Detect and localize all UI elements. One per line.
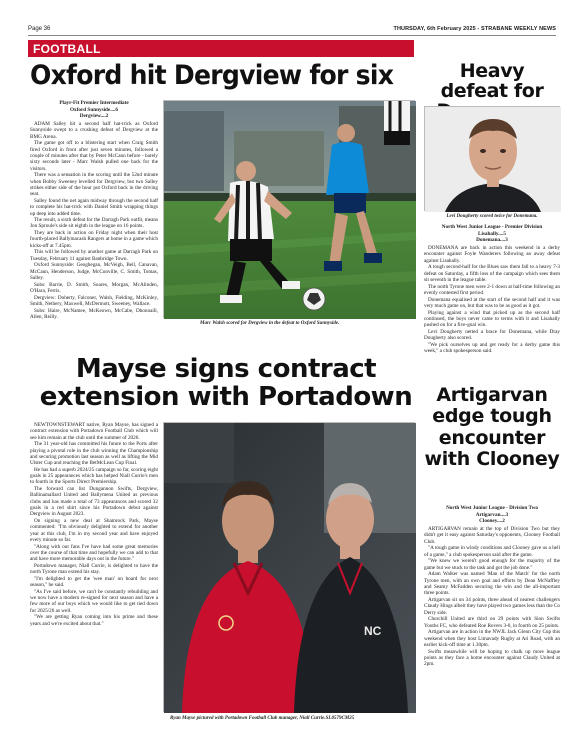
donemana-article: [424, 224, 560, 355]
oxford-headline: Oxford hit Dergview for six: [30, 60, 394, 91]
oxford-paragraph: Salley found the net again midway through the second half to complete his hat-trick with Daniel Smith wrapping things up deep into added time.: [30, 197, 158, 217]
artigarvan-paragraph: Swifts meanwhile will be hoping to chalk up more league points as they face a home encounter against Claudy United at 2pm.: [424, 648, 560, 668]
donemana-score-1: Lisahally....5: [478, 230, 506, 237]
football-match-image: [164, 101, 416, 319]
mayse-photo-caption: Ryan Mayse pictured with Portadown Football Club manager, Niall Currie.SL0579CM25: [170, 716, 355, 721]
mayse-paragraph: "We are getting Ryan coming into his prime and these years and we're excited about that.": [30, 614, 158, 627]
artigarvan-paragraph: Churchill United are third on 29 points with Sion Swifts Youths FC, who defeated Roe Rovers 3-0, in fourth on 25 points.: [424, 616, 560, 629]
oxford-kicker: Playr-Fit Premier Intermediate: [59, 100, 129, 106]
artigarvan-score-2: Clooney....2: [479, 518, 505, 525]
svg-text:NC: NC: [364, 624, 382, 638]
page-number: Page 36: [28, 26, 51, 32]
mayse-paragraph: The forward can list Dungannon Swifts, Dergview, Ballinamallard United and Ballymena United as previous clubs and has made a total of 73 appearances and scored 32 goals in a red shirt since his Portadown debut against Dergview in August 2023.: [30, 486, 158, 518]
artigarvan-paragraph: Adam Walker was named 'Man of the Match' for the north Tyrone men, with an own goal and efforts by Dean McNaffley and Seamy McFadden securing the win and the all-important three points.: [424, 571, 560, 597]
donemana-headline: Heavy defeat for: [440, 60, 544, 102]
oxford-paragraph: Subs: Barrie, D. Smith, Soares, Morgan, McAlinden, O'Hara, Ferris.: [30, 281, 158, 295]
mayse-paragraph: On signing a new deal at Shamrock Park, Mayse commented: "I'm obviously delighted to extend for another year at this club, I'm in my second year and have enjoyed every minute so far.: [30, 518, 158, 543]
mayse-photo: [163, 422, 415, 712]
oxford-paragraph: This will be followed by another game at Darragh Park on Tuesday, February 11 against Banbridge Town.: [30, 249, 158, 262]
donemana-paragraph: Donemana equalised at the start of the second half and it was very much game on, but that was to be as good as it got.: [424, 296, 560, 310]
artigarvan-headline: Artigarvan edge tough encounter with Clooney: [424, 384, 560, 470]
player-portrait-image: [425, 107, 561, 212]
oxford-paragraph: The game got off to a blistering start when Craig Smith fired Oxford in front after just seven minutes, followed a couple of minutes after that by Peter McCann before - barely sixty seconds later - Marc Walsh pulled one back for the visitors.: [30, 140, 158, 172]
oxford-paragraph: The result, a sixth defeat for the Darragh Park outfit, means Jon Sproule's side sit eighth in the league on 16 points.: [30, 217, 158, 230]
donemana-paragraph: DONEMANA are back in action this weekend in a derby encounter against Foyle Wanderers following an away defeat against Lisahally.: [424, 245, 560, 264]
donemana-paragraph: Playing against a wind that picked up as the second half continued, the boys never came to terms with it and Lisahally pushed on for a five-goal win.: [424, 309, 560, 329]
oxford-paragraph: ADAM Salley hit a second half hat-trick as Oxford Sunnyside swept to a crushing defeat of Dergview at the BMG Arena.: [30, 121, 158, 140]
oxford-article: [30, 100, 158, 350]
donemana-kicker: North West Junior League - Premier Division: [441, 224, 543, 230]
oxford-paragraph: Dergview: Doherty, Falconer, Walsh, Fielding, McKinley, Smith, Nethery, Maxwell, McDermott, Sweeney, Wallace.: [30, 294, 158, 307]
oxford-paragraph: Oxford Sunnyside: Geoghegan, McVeigh, Bell, Canavan, McCann, Henderson, Judge, McConville, C. Smith, Tomas, Salley.: [30, 262, 158, 282]
mayse-paragraph: "Along with our fans I've have had some great memories over the course of that time and hopefully we can add to that and have more memorable days out in the future.": [30, 543, 158, 563]
artigarvan-article: [424, 505, 560, 723]
mayse-paragraph: NEWTOWNSTEWART native, Ryan Mayse, has signed a contract extension with Portadown Football Club which will see him remain at the club until the summer of 2026.: [30, 422, 158, 441]
section-label: FOOTBALL: [33, 42, 101, 56]
oxford-paragraph: They are back in action on Friday night when their host fourth-placed Ballymacash Rangers at home in a game which kicks-off at 7.45pm.: [30, 230, 158, 249]
mayse-paragraph: The 31 year-old has committed his future to the Ports after playing a pivotal role in the club winning the Championship and securing promotion last season as well as lifting the Mid Ulster Cup and reaching the BetMcLean Cup Final.: [30, 441, 158, 467]
oxford-paragraph: There was a sensation in the scoring until the 52nd minute when Bobby Sweeney levelled for Dergview, but two Salley strikes either side of the hour put Oxford back in the driving seat.: [30, 172, 158, 198]
artigarvan-paragraph: Artigarvan sit on 34 points, three ahead of nearest challengers Claudy Hings albeit they have played two games less than the Co Derry side.: [424, 597, 560, 616]
date-line: THURSDAY, 6th February 2025 - STRABANE WEEKLY NEWS: [393, 26, 556, 32]
artigarvan-paragraph: "A tough game in windy conditions and Clooney gave us a hell of a game," a club spokesperson said after the game.: [424, 545, 560, 558]
donemana-photo-caption: Levi Dougherty scored twice for Donemana.: [446, 214, 538, 219]
mayse-article: [30, 422, 158, 718]
donemana-paragraph: Levi Dougherty netted a brace for Donemana, while Dray Dougherty also scored.: [424, 328, 560, 342]
artigarvan-paragraph: Artigarvan are in action in the NWJL Jack Glenn City Cup this weekend when they host Limavady Rugby at Ari Road, with an earlier kick-off time at 1.30pm.: [424, 629, 560, 648]
oxford-photo-caption: Marc Walsh scored for Dergview in the defeat to Oxford Sunnyside.: [200, 321, 340, 326]
donemana-paragraph: A tough second-half for the Blues saw them fall to a heavy 7-3 defeat on Saturday, a fifth loss of the campaign which sees them sit seventh in the league table.: [424, 264, 560, 284]
donemana-score-2: Donemana....3: [476, 237, 508, 244]
masthead: [28, 26, 556, 36]
mayse-paragraph: Portadown manager, Niall Currie, is delighted to have the north Tyrone man extend his stay.: [30, 562, 158, 576]
mayse-paragraph: "As I've said before, we can't be constantly rebuilding and we now have a modern re-signed for next season and have a few more of our boys which we would like to get tied down for 2025/26 as well.: [30, 588, 158, 614]
oxford-score-1: Oxford Sunnyside....6: [70, 106, 118, 113]
donemana-player-photo: [424, 106, 560, 211]
oxford-score-2: Dergview....2: [79, 113, 109, 120]
artigarvan-paragraph: "We knew we weren't good enough for the majority of the game but we stuck to the task and got the job done.": [424, 558, 560, 571]
oxford-match-photo: [163, 100, 415, 318]
section-banner: [28, 40, 414, 57]
donemana-paragraph: The north Tyrone men were 2-1 down at half-time following an evenly contested first period.: [424, 283, 560, 297]
donemana-paragraph: "We pick ourselves up and get ready for a derby game this week," a club spokesperson said.: [424, 341, 560, 355]
artigarvan-kicker: North West Junior League - Division Two: [446, 505, 538, 511]
artigarvan-paragraph: ARTIGARVAN remain at the top of Division Two but they didn't get it easy against Saturday's opponents, Clooney Football Club.: [424, 526, 560, 545]
mayse-headline: Mayse signs contract extension with Portadown: [39, 354, 413, 413]
artigarvan-score-1: Artigarvan....3: [475, 511, 509, 518]
mayse-paragraph: He has had a superb 2024/25 campaign so far, scoring eight goals in 25 appearances which has helped Niall Currie's men to fourth in the Sports Direct Premiership.: [30, 466, 158, 486]
oxford-paragraph: Subs: Haire, McNamee, McKeown, McCabe, Dhonnaill, Allen, Reilly.: [30, 307, 158, 320]
signing-photo-image: [164, 423, 416, 713]
mayse-paragraph: "I'm delighted to get the 'wee man' on board for next season," he said.: [30, 575, 158, 589]
